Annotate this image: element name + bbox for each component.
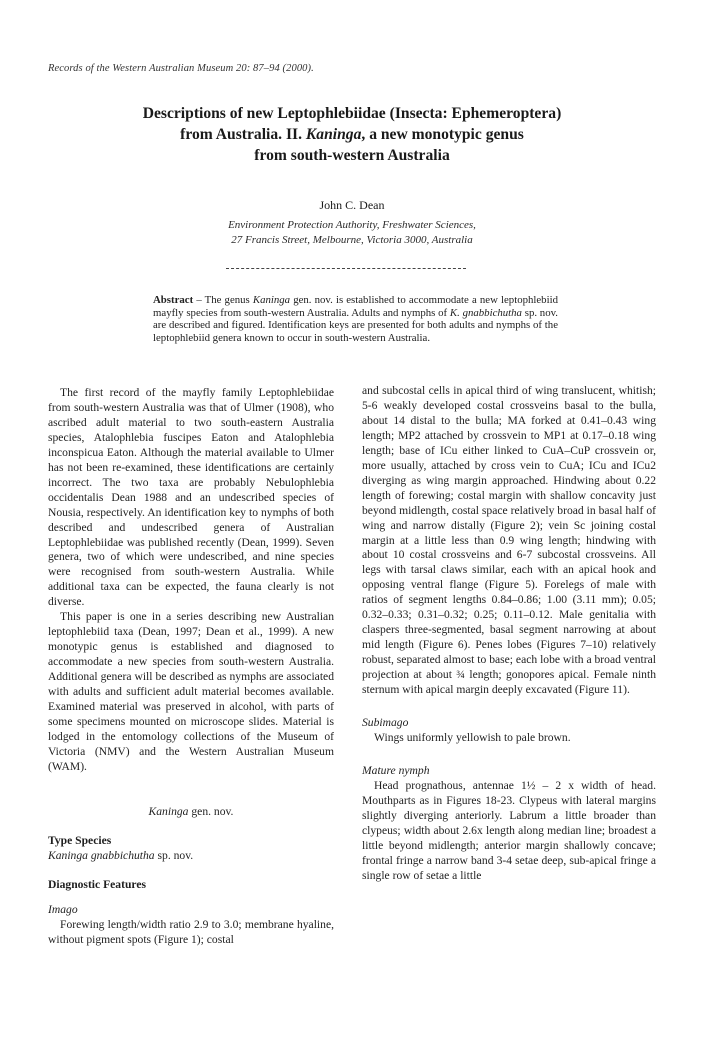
title-line-2-pre: from Australia. II. — [180, 126, 306, 143]
author-name: John C. Dean — [319, 198, 385, 212]
type-species-heading: Type Species — [48, 833, 112, 847]
intro-paragraph-2: This paper is one in a series describing new Australian leptophlebiid taxa (Dean, 1997; Dean et al., 1999). A new monotypic genus is established and diagnosed to accommodate a new species from south-western Australia. Additional genera will be described as nymphs are associated with adults and sufficient adult material becomes available. Examined material was preserved in alcohol, with parts of some specimens mounted on microscope slides. Material is lodged in the entomology collections of the Museum of Victoria (NMV) and the Western Australian Museum (WAM). — [48, 610, 334, 773]
wing-description: and subcostal cells in apical third of wing translucent, whitish; 5-6 weakly developed costal crossveins basal to the bulla, about 14 distal to the bulla; MA forked at 0.41–0.43 wing length; MP2 attached by crossvein to MP1 at 0.17–0.18 wing length; base of ICu either linked to CuA–CuP crossvein or, more usually, attached by cross vein to CuA; ICu and ICu2 diverging as wing margin approached. Hindwing about 0.22 length of forewing; costal margin with shallow concavity just beyond midlength, costal space relatively broad in basal half of wing and narrow distally (Figure 2); vein Sc joining costal margin at a little less than 0.9 wing length; hindwing with about 10 costal crossveins and 6-7 subcostal crossveins. All legs with tarsal claws similar, each with an apical hook and opposing ventral flange (Figure 5). Forelegs of male with ratios of segment lengths 0.84–0.86; 1.00 (3.11 mm); 0.05; 0.32–0.33; 0.31–0.32; 0.25; 0.11–0.12. Male genitalia with claspers three-segmented, basal segment narrowing at about mid length (Figure 6). Penes lobes (Figures 7–10) relatively robust, separated almost to base; each lobe with a broad ventral projection at about ¾ length; gonopores apical. Female ninth sternum with apical margin deeply excavated (Figure 11). — [362, 384, 656, 697]
nymph-paragraph: Head prognathous, antennae 1½ – 2 x width of head. Mouthparts as in Figures 18-23. Clypeus with lateral margins slightly diverging anteriorly. Labrum a little broader than clypeus; width about 2.6x length along median line; broadest a little beyond midlength; anterior margin shallowly concave; frontal fringe a narrow band 3-4 setae deep, sub-apical fringe a single row of setae a little — [362, 778, 656, 882]
right-column — [362, 384, 656, 884]
affiliation-line-2: 27 Francis Street, Melbourne, Victoria 3000, Australia — [231, 234, 473, 246]
genus-heading-suffix: gen. nov. — [188, 804, 234, 818]
title-genus: Kaninga — [305, 126, 362, 143]
abstract-heading: Abstract — [153, 294, 194, 306]
intro-paragraph-1: The first record of the mayfly family Leptophlebiidae from south-western Australia was that of Ulmer (1908), who ascribed adult material to two south-eastern Australia species, Atalophlebia fuscipes Eaton and Atalophlebia inconspicua Eaton. Although the material available to Ulmer has not been re-examined, these identifications are certainly incorrect. The two taxa are probably Nebulophlebia occidentalis Dean 1988 and an undescribed species of Nousia, respectively. An identification key to nymphs of both described and undescribed genera of Australian Leptophlebiidae was published recently (Dean, 1999). Seven genera, two of which were undescribed, and nine species were recognised from south-western Australia. While additional taxa can be expected, the fauna clearly is not diverse. — [48, 386, 334, 609]
abstract-genus: Kaninga — [252, 294, 291, 306]
title-line-1: Descriptions of new Leptophlebiidae (Insecta: Ephemeroptera) — [142, 105, 562, 122]
subimago-label: Subimago — [362, 716, 409, 730]
running-head: Records of the Western Australian Museum 20: 87–94 (2000). — [48, 63, 314, 74]
abstract-text-3: sp. nov. are described and figured. Identification keys are presented for both adults and nymphs of the leptophlebiid genera known to occur in south-western Australia. — [153, 306, 559, 344]
type-species-name: Kaninga gnabbichutha — [48, 848, 155, 862]
affiliation — [0, 218, 704, 248]
title-line-2-post: , a new monotypic genus — [361, 126, 524, 143]
abstract-text-2: gen. nov. is established to accommodate a new leptophlebiid mayfly species from south-western Australia. Adults and nymphs of — [153, 294, 558, 319]
type-species-line — [48, 849, 334, 864]
title-line-2 — [60, 124, 644, 145]
abstract-text-1: – The genus — [193, 294, 253, 306]
left-column — [48, 386, 334, 947]
imago-label: Imago — [48, 902, 78, 916]
imago-paragraph: Forewing length/width ratio 2.9 to 3.0; membrane hyaline, without pigment spots (Figure 1); costal — [48, 917, 334, 946]
genus-heading-name: Kaninga — [148, 804, 189, 818]
abstract-species: K. gnabbichutha — [449, 306, 522, 319]
type-species-suffix: sp. nov. — [154, 848, 194, 862]
affiliation-line-1: Environment Protection Authority, Freshwater Sciences, — [228, 219, 476, 231]
genus-heading — [48, 805, 334, 820]
abstract — [153, 294, 558, 344]
section-divider — [226, 268, 466, 269]
diagnostic-heading: Diagnostic Features — [48, 877, 146, 891]
paper-title — [60, 103, 644, 166]
subimago-paragraph: Wings uniformly yellowish to pale brown. — [374, 730, 571, 744]
nymph-label: Mature nymph — [362, 763, 430, 777]
title-line-3: from south-western Australia — [254, 147, 450, 164]
